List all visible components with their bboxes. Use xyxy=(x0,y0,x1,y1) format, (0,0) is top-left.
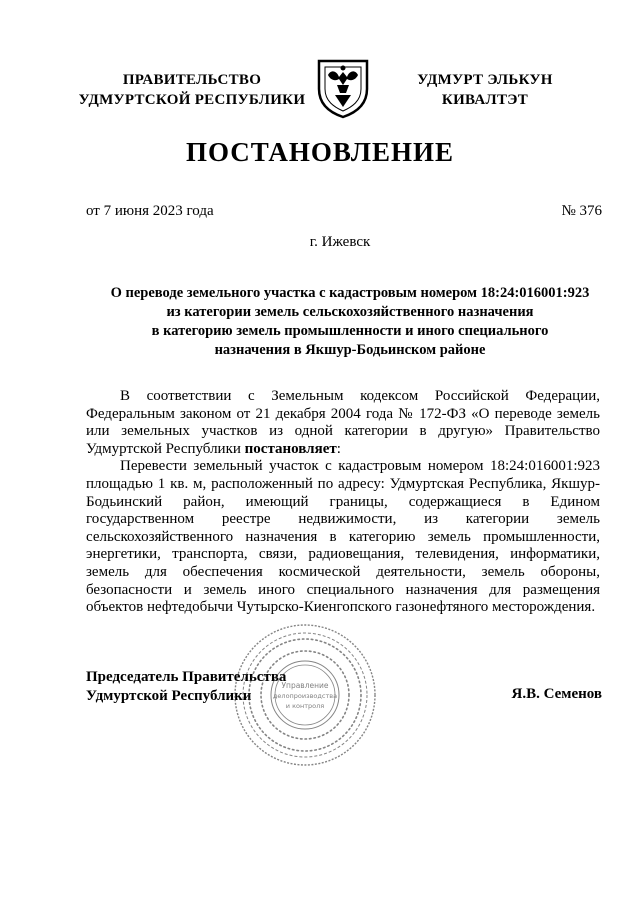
signatory-position-line: Удмуртской Республики xyxy=(86,688,252,704)
paragraph-2-line: государственном реестре недвижимости, из категории земель xyxy=(86,511,600,528)
paragraph-2-line: безопасности и земель иного специального назначения для размещения xyxy=(86,581,600,598)
government-name-russian xyxy=(76,70,308,110)
government-name-udmurt xyxy=(390,70,580,110)
paragraph-2-line: Перевести земельный участок с кадастровым номером 18:24:016001:923 xyxy=(120,458,600,475)
document-number: № 376 xyxy=(561,203,602,219)
subject-line: О переводе земельного участка с кадастровым номером 18:24:016001:923 xyxy=(110,285,590,301)
subject-line: назначения в Якшур-Бодьинском районе xyxy=(214,342,486,358)
subject-line: из категории земель сельскохозяйственного назначения xyxy=(166,304,534,320)
signatory-name: Я.В. Семенов xyxy=(511,686,602,702)
paragraph-2-line: площадью 1 кв. м, расположенный по адресу: Удмуртская Республика, Якшур- xyxy=(86,475,600,492)
official-stamp xyxy=(232,622,378,768)
document-subject xyxy=(70,284,630,360)
paragraph-2-line: сельскохозяйственного назначения в категорию земель промышленности, xyxy=(86,528,600,545)
document-title: ПОСТАНОВЛЕНИЕ xyxy=(185,137,455,167)
paragraph-2-line: энергетики, транспорта, связи, радиовещания, телевидения, информатики, xyxy=(86,546,600,563)
header-right-line-2: КИВАЛТЭТ xyxy=(441,92,529,108)
coat-of-arms-icon xyxy=(315,55,371,119)
header-right-line-1: УДМУРТ ЭЛЬКУН xyxy=(417,72,553,88)
document-body xyxy=(86,388,600,617)
paragraph-1-last-prefix: Удмуртской Республики xyxy=(86,440,245,457)
stamp-center-line: и контроля xyxy=(285,702,325,710)
paragraph-1-line: В соответствии с Земельным кодексом Российской Федерации, xyxy=(120,388,600,404)
header-left-line-2: УДМУРТСКОЙ РЕСПУБЛИКИ xyxy=(78,92,306,108)
paragraph-1-line: или земельных участков из одной категории в другую» Правительство xyxy=(86,423,600,440)
paragraph-1-line: Федеральным законом от 21 декабря 2004 года № 172-ФЗ «О переводе земель xyxy=(86,405,600,422)
header-left-line-1: ПРАВИТЕЛЬСТВО xyxy=(122,72,262,88)
paragraph-2-line: объектов нефтедобычи Чутырско-Киенгопского газонефтяного месторождения. xyxy=(86,599,596,616)
paragraph-1-last-line xyxy=(86,441,600,459)
subject-line: в категорию земель промышленности и иного специального xyxy=(151,323,549,339)
paragraph-1-last-suffix: : xyxy=(336,440,341,457)
paragraph-2-line: Бодьинский район, имеющий границы, содержащиеся в Едином xyxy=(86,493,600,510)
stamp-center-line: Управление xyxy=(281,681,329,690)
stamp-center-line: делопроизводства xyxy=(272,692,338,700)
document-date: от 7 июня 2023 года xyxy=(86,203,214,219)
signatory-position-line: Председатель Правительства xyxy=(86,669,287,685)
paragraph-2-line: земель для обеспечения космической деятельности, земель обороны, xyxy=(86,563,600,580)
document-city: г. Ижевск xyxy=(309,234,371,250)
resolution-verb: постановляет xyxy=(244,440,337,457)
